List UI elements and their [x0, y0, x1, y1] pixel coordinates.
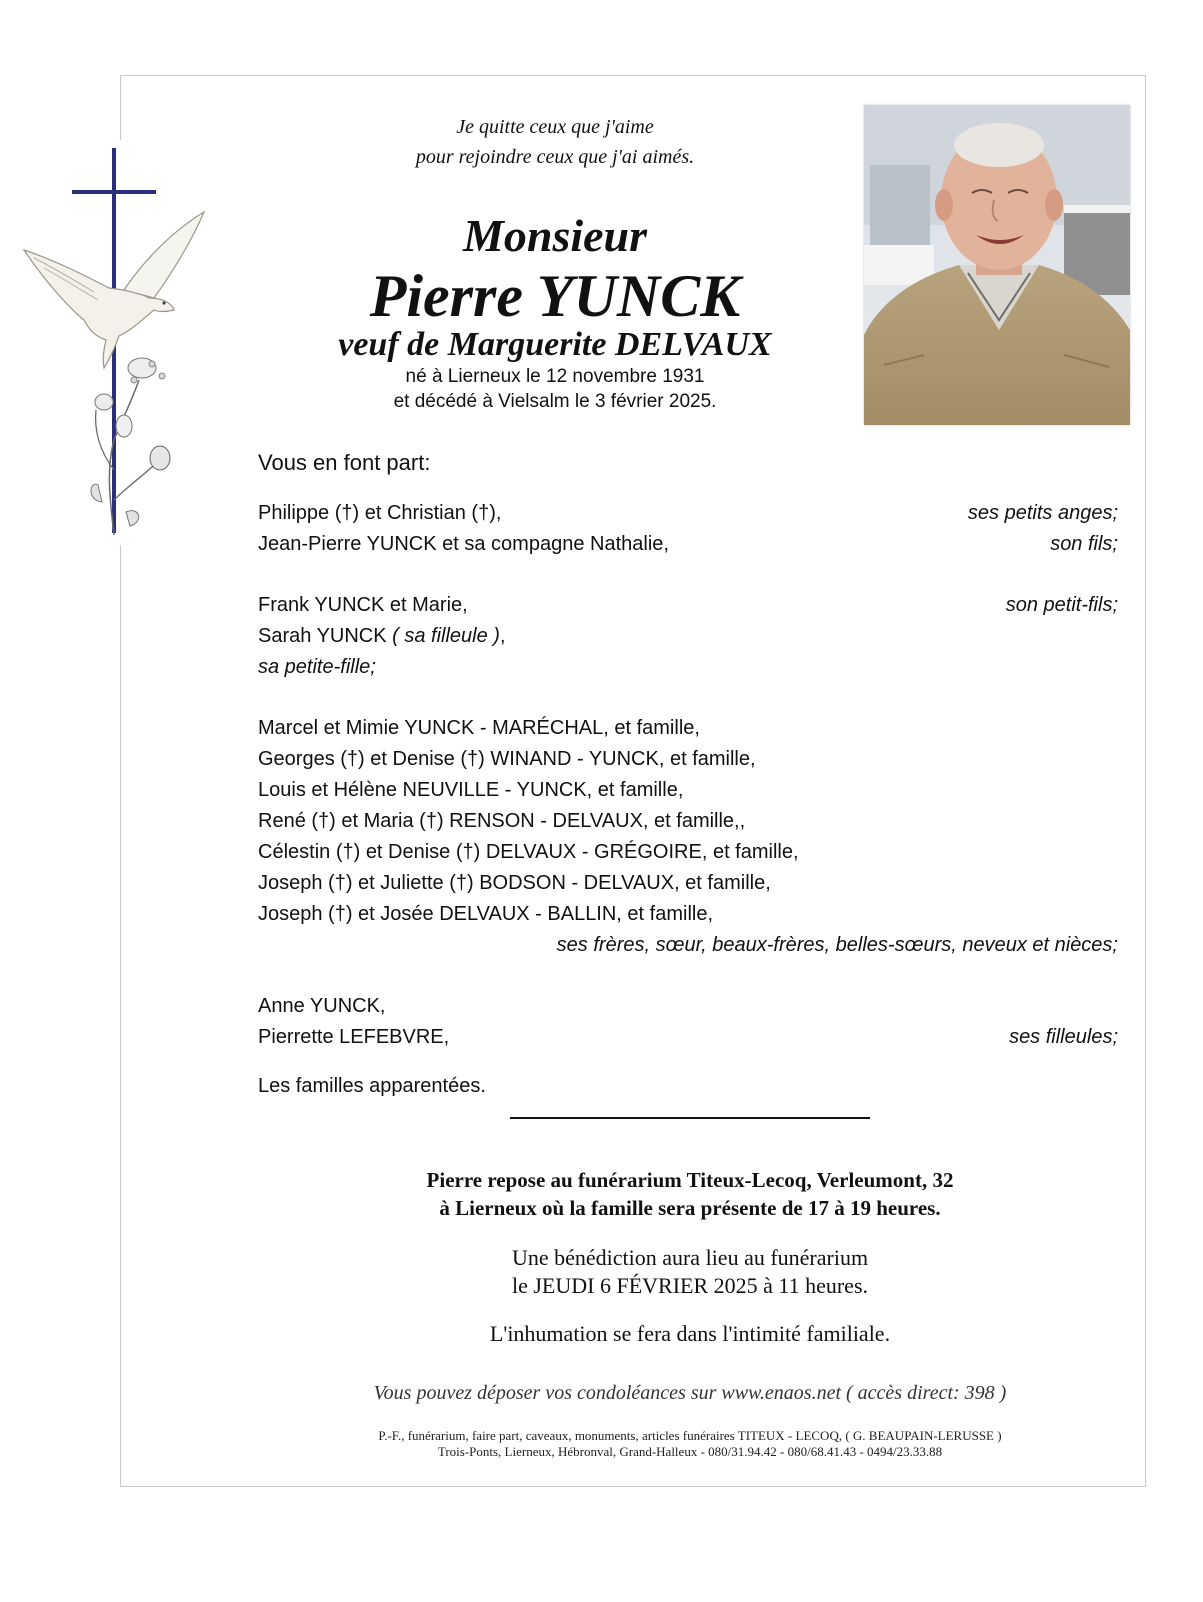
condolences-link[interactable]: Vous pouvez déposer vos condoléances sur www.enaos.net ( accès direct: 398 ) — [373, 1382, 1007, 1404]
blessing-line-2: le JEUDI 6 FÉVRIER 2025 à 11 heures. — [511, 1273, 869, 1298]
widow-of: veuf de Marguerite DELVAUX — [338, 326, 772, 363]
quote-line-1: Je quitte ceux que j'aime — [456, 116, 654, 138]
name-text: Sarah YUNCK — [258, 625, 393, 647]
family-names: Joseph (†) et Juliette (†) BODSON - DELVAUX, et famille, — [258, 872, 771, 894]
family-names: Pierrette LEFEBVRE, — [258, 1026, 450, 1048]
family-names: René (†) et Maria (†) RENSON - DELVAUX, et famille,, — [258, 810, 746, 832]
family-relation: ses petits anges; — [967, 502, 1118, 524]
death-line: et décédé à Vielsalm le 3 février 2025. — [393, 391, 717, 412]
blessing-line-1: Une bénédiction aura lieu au funérarium — [511, 1245, 869, 1270]
family-names: Georges (†) et Denise (†) WINAND - YUNCK, et famille, — [258, 748, 756, 770]
deceased-name: Pierre YUNCK — [369, 263, 741, 329]
announcement-intro: Vous en font part: — [258, 450, 431, 475]
family-relation: ses frères, sœur, beaux-frères, belles-sœurs, neveux et nièces; — [556, 934, 1118, 956]
family-relation: son fils; — [1050, 533, 1118, 555]
footer-line-1: P.-F., funérarium, faire part, caveaux, monuments, articles funéraires TITEUX - LECOQ, ( G. BEAUPAIN-LERUSSE ) — [378, 1428, 1002, 1443]
birth-line: né à Lierneux le 12 novembre 1931 — [405, 366, 705, 387]
funeral-home-footer — [260, 1428, 1120, 1460]
name-note: ( sa filleule ) — [392, 625, 500, 647]
portrait-photo — [864, 105, 1130, 425]
family-names: Marcel et Mimie YUNCK - MARÉCHAL, et famille, — [258, 717, 700, 739]
family-names: Joseph (†) et Josée DELVAUX - BALLIN, et famille, — [258, 903, 714, 925]
family-relation: sa petite-fille; — [258, 656, 376, 678]
family-names — [258, 621, 506, 652]
closing-line: Les familles apparentées. — [258, 1075, 486, 1097]
family-names: Philippe (†) et Christian (†), — [258, 502, 502, 524]
footer-line-2: Trois-Ponts, Lierneux, Hébronval, Grand-Halleux - 080/31.94.42 - 080/68.41.43 - 0494/23.33.88 — [437, 1444, 943, 1459]
family-names: Célestin (†) et Denise (†) DELVAUX - GRÉGOIRE, et famille, — [258, 841, 799, 863]
burial-info: L'inhumation se fera dans l'intimité familiale. — [489, 1321, 891, 1346]
life-dates — [300, 364, 810, 414]
family-relation: son petit-fils; — [1005, 594, 1118, 616]
name-punct: , — [499, 625, 506, 647]
visitation-line-2: à Lierneux où la famille sera présente de 17 à 19 heures. — [439, 1196, 941, 1220]
family-names: Anne YUNCK, — [258, 995, 386, 1017]
family-names: Jean-Pierre YUNCK et sa compagne Nathalie, — [258, 533, 669, 555]
quote-line-2: pour rejoindre ceux que j'ai aimés. — [415, 146, 695, 168]
honorific: Monsieur — [462, 210, 648, 261]
family-relation: ses filleules; — [1009, 1026, 1118, 1048]
family-names: Frank YUNCK et Marie, — [258, 594, 468, 616]
blessing-info — [390, 1244, 990, 1300]
family-names: Louis et Hélène NEUVILLE - YUNCK, et famille, — [258, 779, 684, 801]
visitation-line-1: Pierre repose au funérarium Titeux-Lecoq, Verleumont, 32 — [426, 1168, 954, 1192]
cross-dove-icon — [14, 140, 219, 545]
visitation-info — [330, 1166, 1050, 1222]
divider — [510, 1117, 870, 1119]
opening-quote — [320, 112, 790, 172]
